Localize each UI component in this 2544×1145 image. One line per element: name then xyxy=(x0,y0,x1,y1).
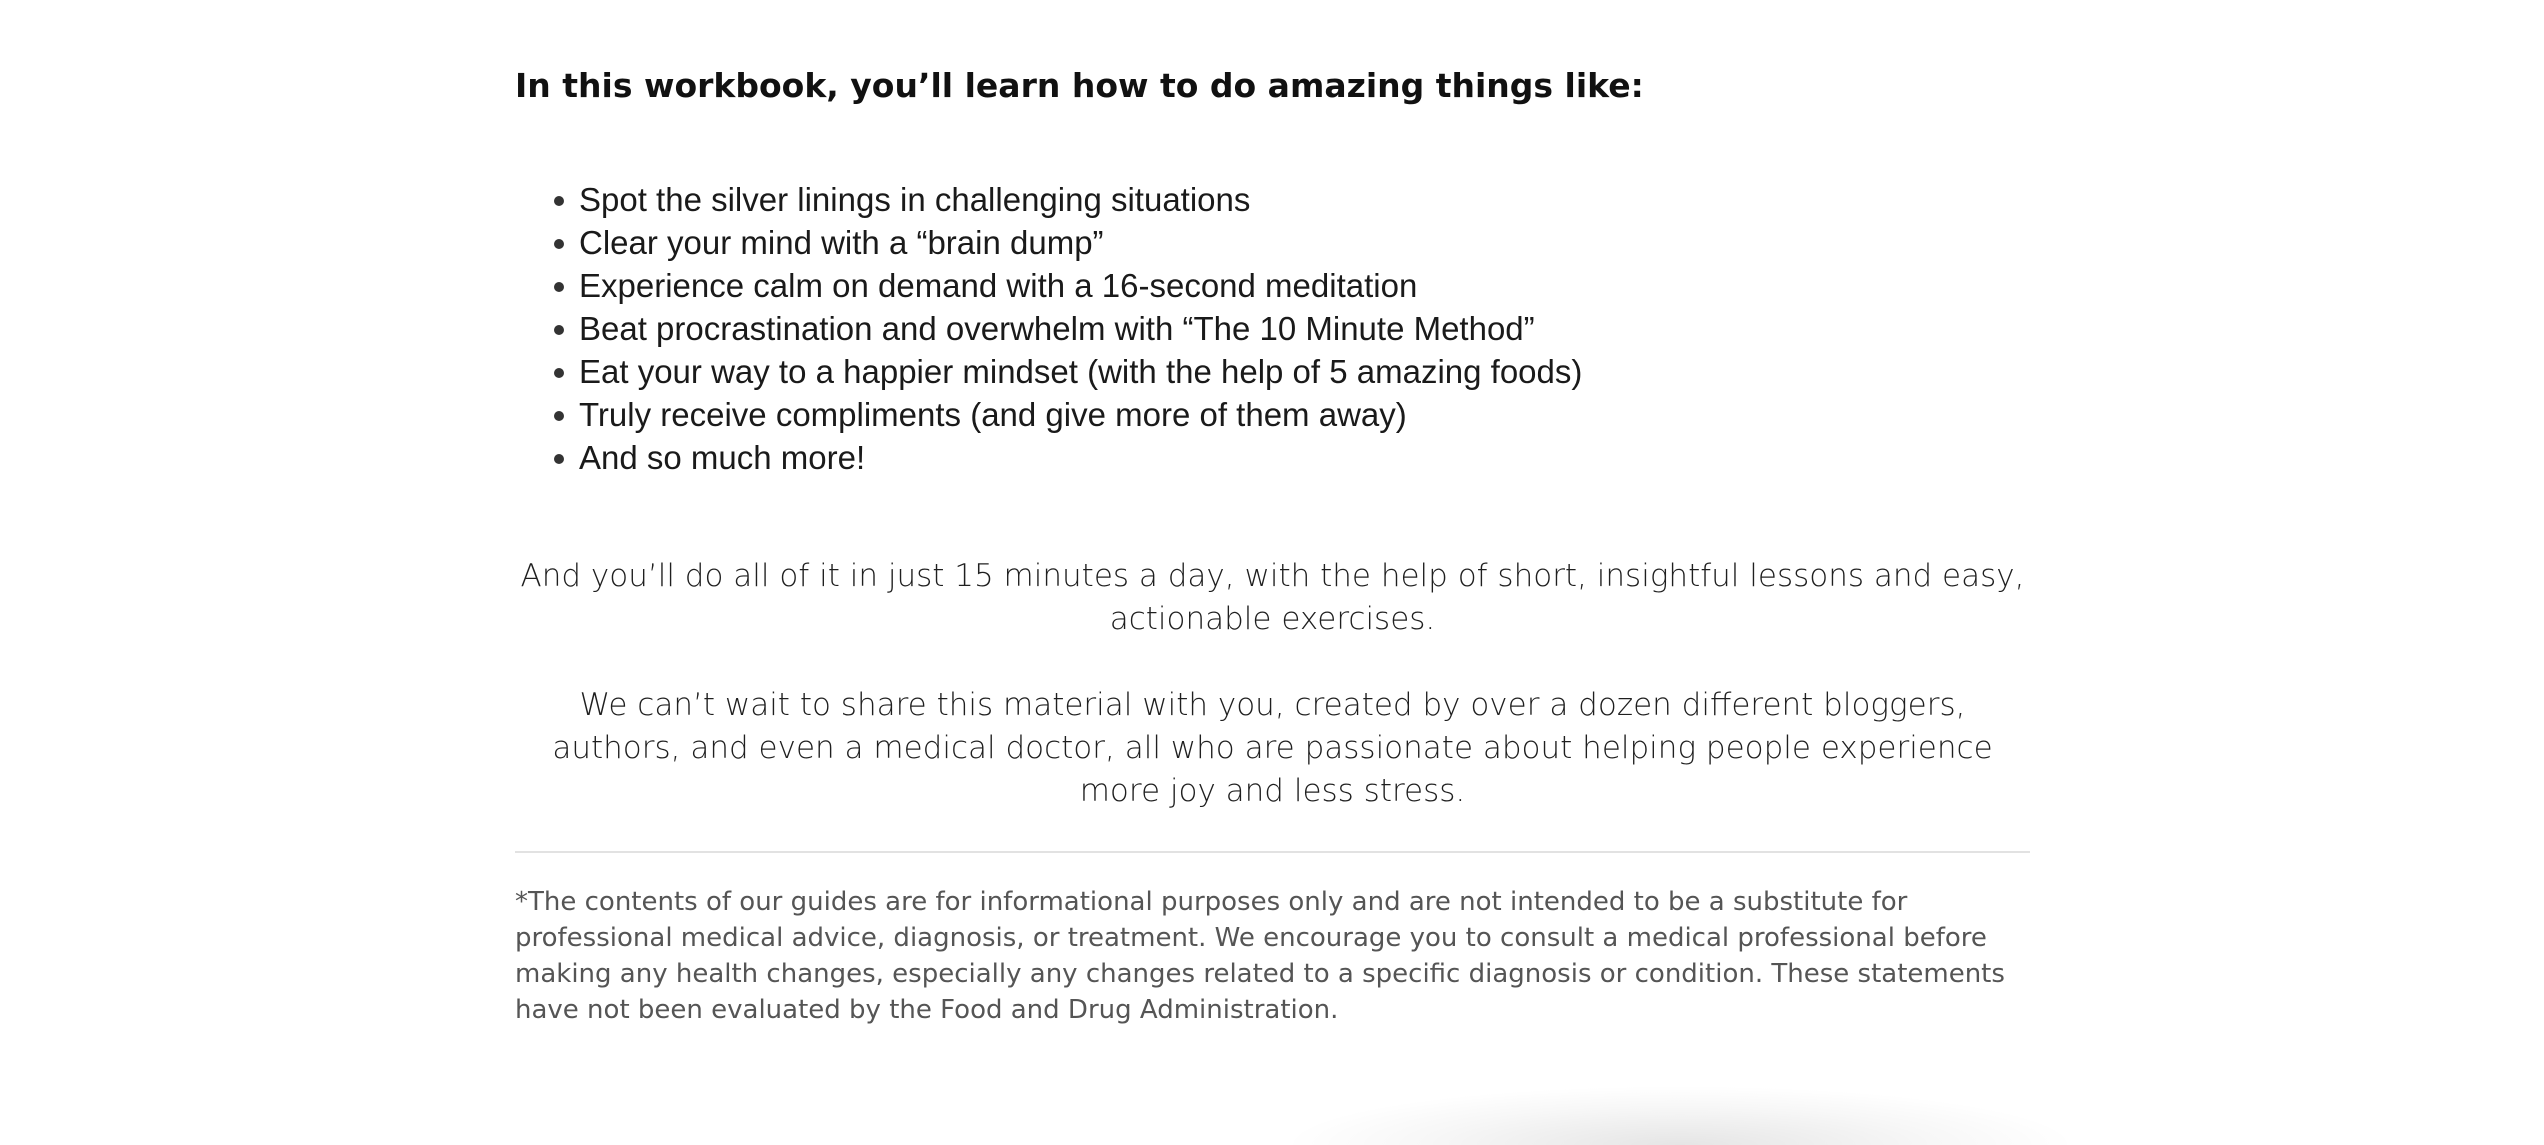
time-commitment-paragraph: And you’ll do all of it in just 15 minutes a day, with the help of short, insightful lessons and easy, actionable exercises. xyxy=(520,558,2025,637)
divider xyxy=(515,851,2030,853)
list-item: Truly receive compliments (and give more of them away) xyxy=(579,393,1582,436)
floating-panel-shadow xyxy=(1280,1085,2080,1145)
medical-disclaimer: *The contents of our guides are for informational purposes only and are not intended to be a substitute for professional medical advice, diagnosis, or treatment. We encourage you to consult a medical professional before making any health changes, especially any changes related to a specific diagnosis or condition. These statements have not been evaluated by the Food and Drug Administration. xyxy=(515,887,2005,1025)
authors-paragraph: We can’t wait to share this material with you, created by over a dozen different bloggers, authors, and even a medical doctor, all who are passionate about helping people experience more joy and less stress. xyxy=(552,687,1993,809)
list-item: Eat your way to a happier mindset (with the help of 5 amazing foods) xyxy=(579,350,1582,393)
list-item: Clear your mind with a “brain dump” xyxy=(579,221,1582,264)
benefits-list xyxy=(515,178,1582,479)
list-item: Spot the silver linings in challenging situations xyxy=(579,178,1582,221)
list-item: Beat procrastination and overwhelm with “The 10 Minute Method” xyxy=(579,307,1582,350)
list-item: Experience calm on demand with a 16-second meditation xyxy=(579,264,1582,307)
list-item: And so much more! xyxy=(579,436,1582,479)
section-heading: In this workbook, you’ll learn how to do amazing things like: xyxy=(515,66,1644,105)
